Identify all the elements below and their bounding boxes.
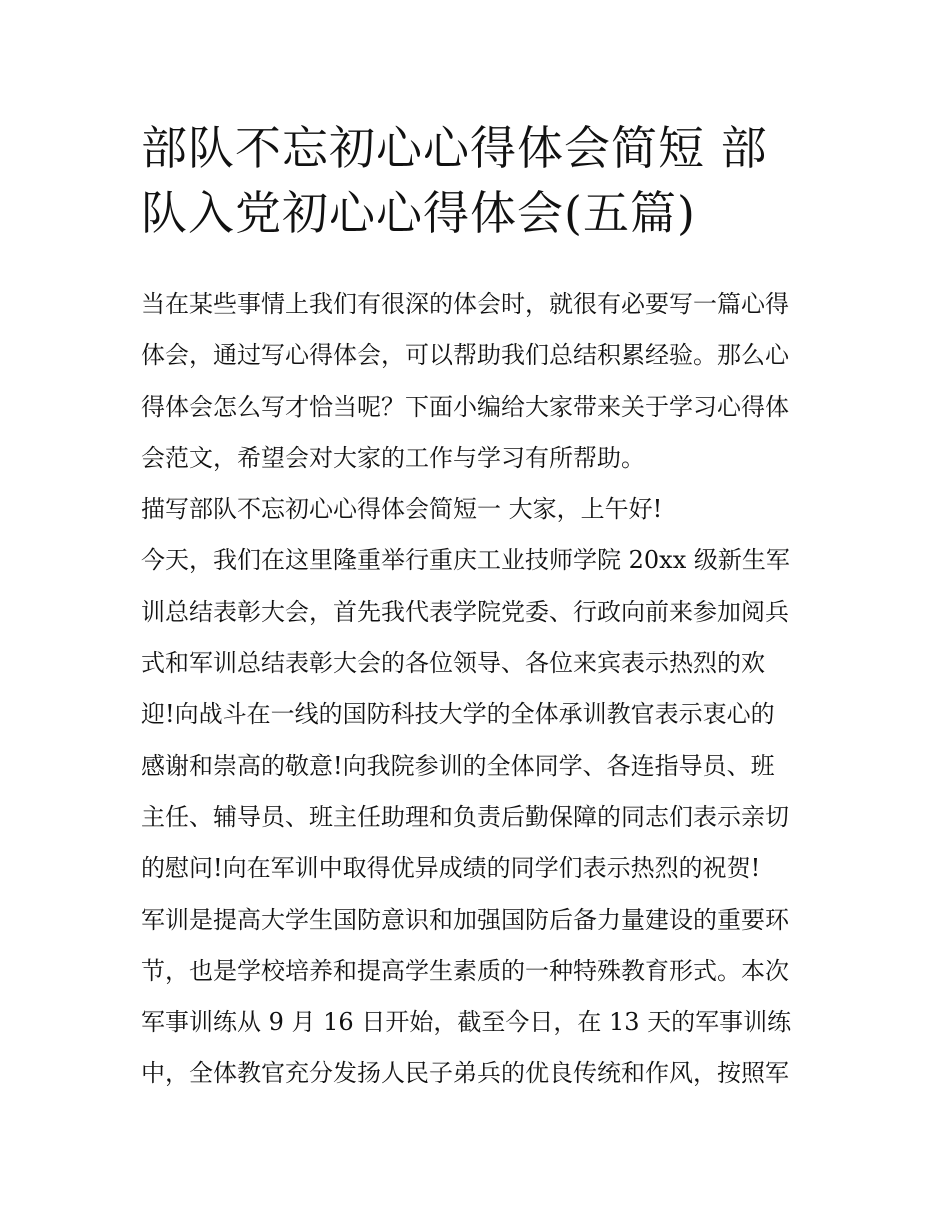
- document-body: [141, 279, 821, 1100]
- document-title: [141, 116, 821, 246]
- body-line: 的慰问!向在军训中取得优异成绩的同学们表示热烈的祝贺!: [141, 854, 761, 883]
- body-line: 迎!向战斗在一线的国防科技大学的全体承训教官表示衷心的: [141, 700, 775, 729]
- body-line: 感谢和崇高的敬意!向我院参训的全体同学、各连指导员、班: [141, 751, 775, 780]
- body-line: 描写部队不忘初心心得体会简短一 大家，上午好!: [141, 495, 663, 524]
- body-line: 军事训练从 9 月 16 日开始，截至今日，在 13 天的军事训练: [141, 1008, 792, 1037]
- body-line: 训总结表彰大会，首先我代表学院党委、行政向前来参加阅兵: [141, 597, 789, 626]
- body-line: 体会，通过写心得体会，可以帮助我们总结积累经验。那么心: [141, 341, 789, 370]
- title-line: 部队不忘初心心得体会简短 部: [141, 121, 768, 175]
- body-line: 中，全体教官充分发扬人民子弟兵的优良传统和作风，按照军: [141, 1059, 789, 1088]
- body-line: 当在某些事情上我们有很深的体会时，就很有必要写一篇心得: [141, 290, 789, 318]
- body-line: 主任、辅导员、班主任助理和负责后勤保障的同志们表示亲切: [141, 802, 789, 831]
- title-line: 队入党初心心得体会(五篇): [141, 186, 696, 240]
- body-line: 今天，我们在这里隆重举行重庆工业技师学院 20xx 级新生军: [141, 546, 790, 575]
- body-line: 军训是提高大学生国防意识和加强国防后备力量建设的重要环: [141, 905, 789, 934]
- body-line: 节，也是学校培养和提高学生素质的一种特殊教育形式。本次: [141, 956, 789, 985]
- body-line: 式和军训总结表彰大会的各位领导、各位来宾表示热烈的欢: [141, 649, 765, 678]
- body-line: 得体会怎么写才恰当呢？下面小编给大家带来关于学习心得体: [141, 392, 789, 421]
- body-line: 会范文，希望会对大家的工作与学习有所帮助。: [141, 443, 645, 472]
